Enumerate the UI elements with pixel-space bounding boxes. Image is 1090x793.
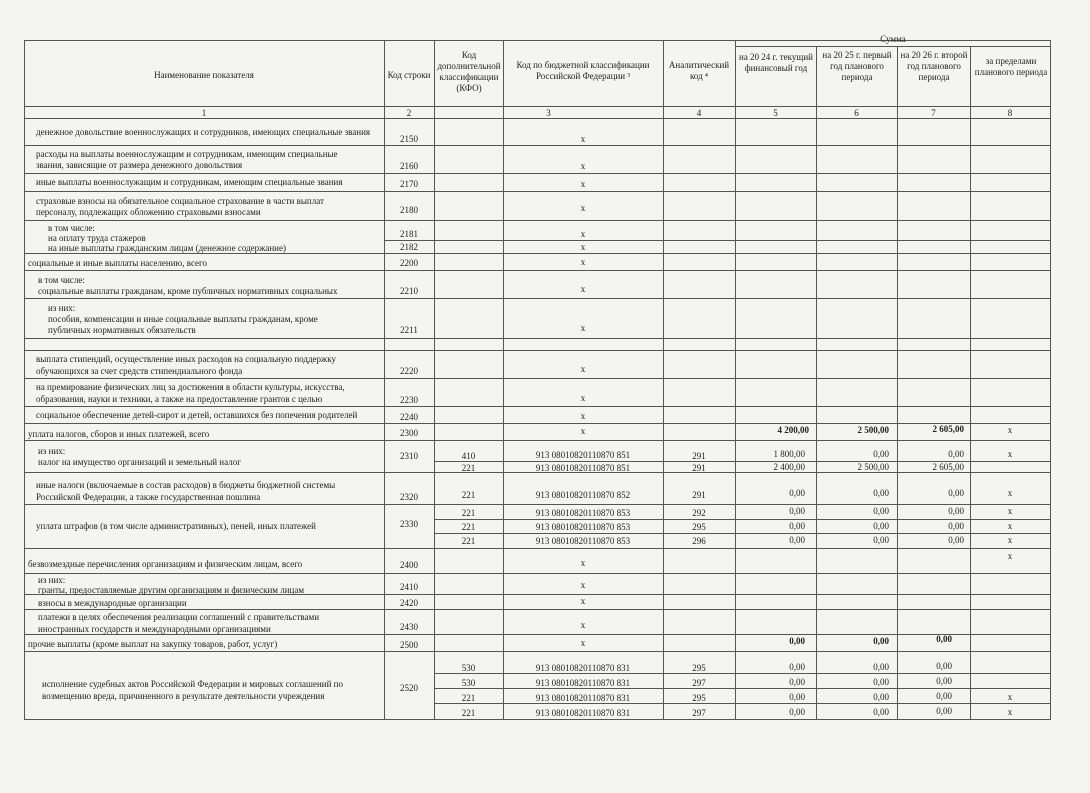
row-2500-name: прочие выплаты (кроме выплат на закупку товаров, работ, услуг) bbox=[28, 639, 278, 649]
row-2520-analytic: 297 bbox=[692, 678, 706, 688]
row-2180-code: 2180 bbox=[400, 205, 418, 215]
grid-line bbox=[434, 533, 1051, 534]
row-2520-kfo: 530 bbox=[461, 663, 476, 673]
row-2181-bk: х bbox=[580, 229, 586, 239]
header-year-1: на 20 24 г. текущий финансовый год bbox=[739, 52, 813, 73]
row-2310-prefix: из них: bbox=[38, 446, 66, 456]
header-bk-column: Код по бюджетной классификации Российской Федерации ³ bbox=[516, 60, 650, 81]
row-2320-code: 2320 bbox=[400, 492, 418, 502]
row-2520-kfo: 530 bbox=[461, 678, 476, 688]
row-2180-bk: х bbox=[580, 203, 586, 213]
row-2211-prefix: из них: bbox=[48, 303, 76, 313]
row-2330-analytic: 292 bbox=[692, 508, 706, 518]
row-2520-analytic: 295 bbox=[692, 693, 706, 703]
row-2320-analytic: 291 bbox=[692, 490, 706, 500]
row-2320-bk: 913 08010820110870 852 bbox=[535, 490, 631, 500]
row-2520-bk: 913 08010820110870 831 bbox=[535, 663, 631, 673]
row-2430-code: 2430 bbox=[400, 622, 418, 632]
row-2300-code: 2300 bbox=[400, 428, 418, 438]
grid-line bbox=[24, 651, 1051, 652]
row-2520-year-3: 0,00 bbox=[936, 706, 952, 716]
row-2520-year-1: 0,00 bbox=[789, 662, 805, 672]
grid-line bbox=[24, 106, 1051, 107]
row-2300-beyond: х bbox=[1007, 425, 1013, 435]
row-2520-year-3: 0,00 bbox=[936, 676, 952, 686]
row-2220-name-line1: выплата стипендий, осуществление иных расходов на социальную поддержку bbox=[36, 354, 337, 364]
row-2520-year-2: 0,00 bbox=[873, 692, 889, 702]
row-2400-beyond: х bbox=[1007, 551, 1013, 561]
row-2170-code: 2170 bbox=[400, 179, 418, 189]
row-2320-name-line1: иные налоги (включаемые в состав расходов) в бюджеты бюджетной системы bbox=[36, 480, 336, 490]
column-number: 1 bbox=[201, 108, 207, 118]
row-2520-analytic: 297 bbox=[692, 708, 706, 718]
row-2320-year-2: 0,00 bbox=[873, 488, 889, 498]
row-2520-code: 2520 bbox=[400, 683, 418, 693]
row-2170-name: иные выплаты военнослужащим и сотрудникам, имеющим специальные звания bbox=[36, 177, 343, 187]
grid-line bbox=[24, 338, 1051, 339]
row-2330-kfo: 221 bbox=[461, 508, 476, 518]
grid-line bbox=[434, 688, 1051, 689]
grid-line bbox=[735, 40, 736, 720]
row-2310-kfo: 410 bbox=[461, 451, 476, 461]
row-2330-year-1: 0,00 bbox=[789, 506, 805, 516]
row-2320-year-1: 0,00 bbox=[789, 488, 805, 498]
grid-line bbox=[24, 406, 1051, 407]
row-2210-bk: х bbox=[580, 284, 586, 294]
row-2330-year-2: 0,00 bbox=[873, 506, 889, 516]
row-2211-bk: х bbox=[580, 323, 586, 333]
row-2310-kfo: 221 bbox=[461, 463, 476, 473]
grid-line bbox=[24, 504, 1051, 505]
row-2520-year-2: 0,00 bbox=[873, 677, 889, 687]
row-2420-code: 2420 bbox=[400, 598, 418, 608]
grid-line bbox=[24, 719, 1051, 720]
row-2310-bk: 913 08010820110870 851 bbox=[535, 463, 631, 473]
grid-line bbox=[735, 46, 1051, 47]
row-2300-name: уплата налогов, сборов и иных платежей, всего bbox=[28, 429, 210, 439]
row-2330-year-1: 0,00 bbox=[789, 535, 805, 545]
row-2160-code: 2160 bbox=[400, 161, 418, 171]
grid-line bbox=[24, 145, 1051, 146]
row-2520-year-1: 0,00 bbox=[789, 692, 805, 702]
row-2160-bk: х bbox=[580, 161, 586, 171]
grid-line bbox=[663, 40, 664, 720]
row-2310-analytic: 291 bbox=[692, 463, 706, 473]
row-2310-code: 2310 bbox=[400, 451, 418, 461]
grid-line bbox=[434, 673, 1051, 674]
row-2520-year-3: 0,00 bbox=[936, 691, 952, 701]
row-2150-name: денежное довольствие военнослужащих и сотрудников, имеющих специальные звания bbox=[36, 127, 371, 137]
row-2410-code: 2410 bbox=[400, 582, 418, 592]
row-2182-code: 2182 bbox=[400, 242, 418, 252]
column-number: 6 bbox=[854, 108, 859, 118]
row-2330-beyond: х bbox=[1007, 506, 1013, 516]
row-2300-bk: х bbox=[580, 426, 586, 436]
row-2400-bk: х bbox=[580, 558, 586, 568]
grid-line bbox=[24, 298, 1051, 299]
row-2320-beyond: х bbox=[1007, 488, 1013, 498]
column-number: 3 bbox=[546, 108, 551, 118]
row-2520-beyond: х bbox=[1007, 707, 1013, 717]
row-2520-bk: 913 08010820110870 831 bbox=[535, 693, 631, 703]
row-2200-name: социальные и иные выплаты населению, всего bbox=[28, 258, 208, 268]
grid-line bbox=[24, 220, 1051, 221]
row-2420-bk: х bbox=[580, 596, 586, 606]
row-2310-year-3: 0,00 bbox=[948, 449, 964, 459]
row-2310-name: налог на имущество организаций и земельный налог bbox=[38, 457, 241, 467]
row-2310-year-1: 2 400,00 bbox=[773, 462, 805, 472]
row-2210-prefix: в том числе: bbox=[38, 275, 85, 285]
row-2520-kfo: 221 bbox=[461, 693, 476, 703]
row-2200-code: 2200 bbox=[400, 258, 418, 268]
row-2240-code: 2240 bbox=[400, 412, 418, 422]
row-2220-bk: х bbox=[580, 364, 586, 374]
row-2180-name-line1: страховые взносы на обязательное социальное страхование в части выплат bbox=[36, 196, 324, 206]
row-2520-bk: 913 08010820110870 831 bbox=[535, 708, 631, 718]
row-2310-analytic: 291 bbox=[692, 451, 706, 461]
row-2330-beyond: х bbox=[1007, 521, 1013, 531]
row-2500-year-2: 0,00 bbox=[873, 636, 889, 646]
row-2220-code: 2220 bbox=[400, 366, 418, 376]
grid-line bbox=[24, 609, 1051, 610]
row-2410-name: гранты, предоставляемые другим организациям и физическим лицам bbox=[38, 585, 305, 595]
grid-line bbox=[24, 191, 1051, 192]
row-2430-name-line1: платежи в целях обеспечения реализации соглашений с правительствами bbox=[38, 612, 320, 622]
row-2220-name-line2: обучающихся за счет средств стипендиального фонда bbox=[36, 366, 243, 376]
row-2520-year-1: 0,00 bbox=[789, 707, 805, 717]
row-2310-bk: 913 08010820110870 851 bbox=[535, 450, 631, 460]
row-2211-code: 2211 bbox=[400, 325, 418, 335]
row-2180-name-line2: персоналу, подлежащих обложению страховыми взносами bbox=[36, 207, 261, 217]
row-2330-year-3: 0,00 bbox=[948, 535, 964, 545]
grid-line bbox=[24, 548, 1051, 549]
grid-line bbox=[816, 46, 817, 720]
row-2310-year-2: 0,00 bbox=[873, 449, 889, 459]
row-2310-year-2: 2 500,00 bbox=[857, 462, 889, 472]
row-2520-year-2: 0,00 bbox=[873, 707, 889, 717]
row-2330-analytic: 296 bbox=[692, 536, 706, 546]
row-2330-year-1: 0,00 bbox=[789, 521, 805, 531]
row-2520-analytic: 295 bbox=[692, 663, 706, 673]
row-2300-year-2: 2 500,00 bbox=[857, 425, 889, 435]
grid-line bbox=[897, 46, 898, 720]
header-name-column: Наименование показателя bbox=[154, 70, 254, 80]
grid-line bbox=[24, 440, 1051, 441]
row-2230-name-line2: образования, науки и техники, а также на предоставление грантов с целью bbox=[36, 394, 323, 404]
row-2410-bk: х bbox=[580, 580, 586, 590]
grid-line bbox=[434, 703, 1051, 704]
row-2520-year-2: 0,00 bbox=[873, 662, 889, 672]
row-2520-year-3: 0,00 bbox=[936, 661, 952, 671]
header-kfo-column: Код дополнительной классификации (КФО) bbox=[437, 50, 501, 93]
row-2330-kfo: 221 bbox=[461, 522, 476, 532]
row-2230-bk: х bbox=[580, 393, 586, 403]
row-2330-name: уплата штрафов (в том числе административных), пеней, иных платежей bbox=[36, 521, 316, 531]
grid-line bbox=[24, 118, 1051, 119]
column-number: 2 bbox=[406, 108, 412, 118]
grid-line bbox=[434, 519, 1051, 520]
row-2520-name-line1: исполнение судебных актов Российской Федерации и мировых соглашений по bbox=[42, 679, 343, 689]
header-year-2: на 20 25 г. первый год планового периода bbox=[822, 50, 892, 82]
row-2210-code: 2210 bbox=[400, 286, 418, 296]
row-2160-name-line1: расходы на выплаты военнослужащим и сотрудникам, имеющим специальные bbox=[36, 149, 338, 159]
row-2430-name-line2: иностранных государств и международными организациями bbox=[38, 624, 271, 634]
row-2500-year-3: 0,00 bbox=[936, 634, 952, 644]
grid-line bbox=[1050, 40, 1051, 720]
header-analytic-column: Аналитический код ⁴ bbox=[668, 60, 730, 81]
row-2240-name: социальное обеспечение детей-сирот и детей, оставшихся без попечения родителей bbox=[36, 410, 358, 420]
row-2400-code: 2400 bbox=[400, 560, 418, 570]
row-2430-bk: х bbox=[580, 620, 586, 630]
grid-line bbox=[24, 270, 1051, 271]
row-2240-bk: х bbox=[580, 411, 586, 421]
row-2330-year-2: 0,00 bbox=[873, 535, 889, 545]
row-2310-year-3: 2 605,00 bbox=[932, 462, 964, 472]
row-2330-analytic: 295 bbox=[692, 522, 706, 532]
grid-line bbox=[24, 573, 1051, 574]
row-2330-kfo: 221 bbox=[461, 536, 476, 546]
row-2500-code: 2500 bbox=[400, 640, 418, 650]
row-2150-bk: х bbox=[580, 134, 586, 144]
row-2181-prefix: в том числе: bbox=[48, 223, 95, 233]
grid-line bbox=[384, 240, 1051, 241]
row-2400-name: безвозмездные перечисления организациям и физическим лицам, всего bbox=[28, 559, 303, 569]
row-2520-year-1: 0,00 bbox=[789, 677, 805, 687]
column-number: 8 bbox=[1007, 108, 1013, 118]
row-2320-kfo: 221 bbox=[461, 490, 476, 500]
grid-line bbox=[24, 350, 1051, 351]
row-2300-year-3: 2 605,00 bbox=[932, 424, 964, 434]
row-2420-name: взносы в международные организации bbox=[38, 598, 187, 608]
row-2520-kfo: 221 bbox=[461, 708, 476, 718]
column-number: 5 bbox=[773, 108, 778, 118]
row-2330-bk: 913 08010820110870 853 bbox=[535, 508, 631, 518]
row-2330-beyond: х bbox=[1007, 535, 1013, 545]
row-2300-year-1: 4 200,00 bbox=[777, 425, 809, 435]
row-2230-name-line1: на премирование физических лиц за достижения в области культуры, искусства, bbox=[36, 382, 345, 392]
row-2320-year-3: 0,00 bbox=[948, 488, 964, 498]
row-2230-code: 2230 bbox=[400, 395, 418, 405]
header-code-column: Код строки bbox=[387, 70, 431, 80]
row-2500-year-1: 0,00 bbox=[789, 636, 805, 646]
header-beyond: за пределами планового периода bbox=[974, 56, 1048, 77]
row-2310-year-1: 1 800,00 bbox=[773, 449, 805, 459]
row-2320-name-line2: Российской Федерации, а также государственная пошлина bbox=[36, 492, 261, 502]
header-sum-group: Сумма bbox=[880, 34, 906, 44]
row-2520-bk: 913 08010820110870 831 bbox=[535, 678, 631, 688]
row-2410-prefix: из них: bbox=[38, 575, 66, 585]
row-2500-bk: х bbox=[580, 638, 586, 648]
grid-line bbox=[24, 40, 25, 720]
row-2170-bk: х bbox=[580, 179, 586, 189]
grid-line bbox=[970, 46, 971, 720]
grid-line bbox=[24, 173, 1051, 174]
row-2330-year-2: 0,00 bbox=[873, 521, 889, 531]
row-2330-year-3: 0,00 bbox=[948, 521, 964, 531]
row-2330-bk: 913 08010820110870 853 bbox=[535, 522, 631, 532]
header-year-3: на 20 26 г. второй год планового периода bbox=[900, 50, 968, 82]
row-2182-name: на иные выплаты гражданским лицам (денежное содержание) bbox=[48, 243, 286, 253]
row-2200-bk: х bbox=[580, 257, 586, 267]
row-2211-name-line1: пособия, компенсации и иные социальные выплаты гражданам, кроме bbox=[48, 314, 318, 324]
column-number: 4 bbox=[696, 108, 702, 118]
row-2310-beyond: х bbox=[1007, 449, 1013, 459]
row-2330-bk: 913 08010820110870 853 bbox=[535, 536, 631, 546]
row-2181-name: на оплату труда стажеров bbox=[48, 233, 146, 243]
grid-line bbox=[434, 40, 435, 720]
grid-line bbox=[24, 253, 1051, 254]
row-2330-code: 2330 bbox=[400, 519, 418, 529]
row-2150-code: 2150 bbox=[400, 134, 418, 144]
row-2160-name-line2: звания, зависящие от размера денежного довольствия bbox=[36, 160, 243, 170]
row-2520-beyond: х bbox=[1007, 692, 1013, 702]
row-2182-bk: х bbox=[580, 242, 586, 252]
row-2330-year-3: 0,00 bbox=[948, 506, 964, 516]
row-2211-name-line2: публичных нормативных обязательств bbox=[48, 325, 196, 335]
column-number: 7 bbox=[931, 108, 936, 118]
grid-line bbox=[24, 378, 1051, 379]
row-2181-code: 2181 bbox=[400, 229, 418, 239]
row-2520-name-line2: возмещению вреда, причиненного в результате деятельности учреждения bbox=[42, 691, 325, 701]
row-2210-name: социальные выплаты гражданам, кроме публичных нормативных социальных bbox=[38, 286, 338, 296]
